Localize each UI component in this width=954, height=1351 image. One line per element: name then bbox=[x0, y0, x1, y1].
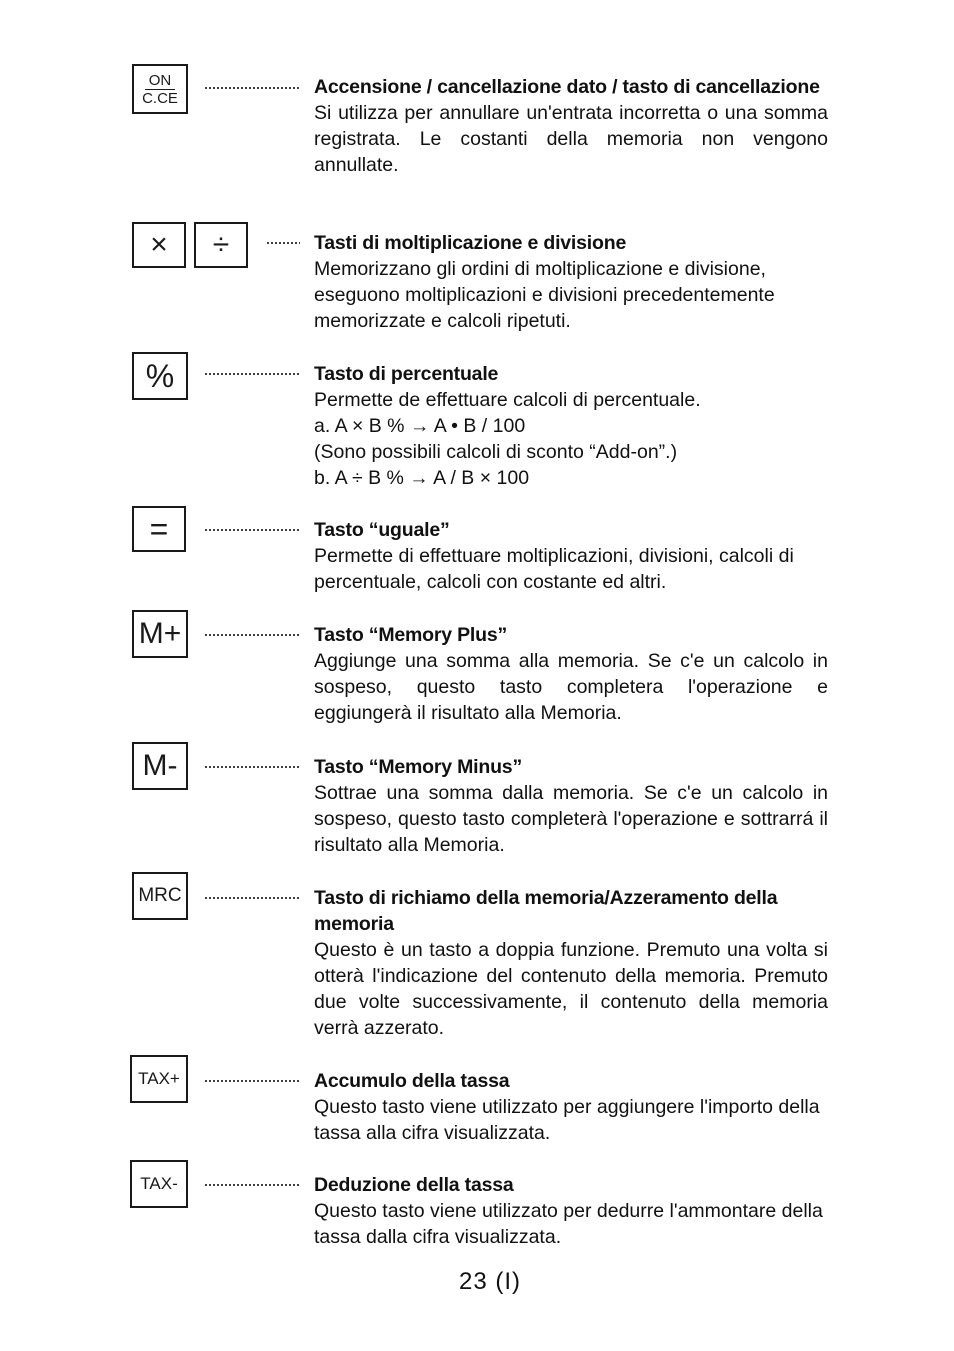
entry-title: Tasto di percentuale bbox=[314, 363, 499, 385]
entry-title: Accensione / cancellazione dato / tasto di cancellazione bbox=[314, 76, 820, 98]
tax-plus-key-icon bbox=[130, 1055, 188, 1103]
entry-text bbox=[314, 622, 828, 726]
memory-plus-key-label: M+ bbox=[138, 617, 182, 650]
percent-key-label: % bbox=[145, 357, 175, 394]
entry-description: Questo tasto viene utilizzato per aggiungere l'importo della tassa alla cifra visualizzata. bbox=[314, 1096, 820, 1144]
entry-description: Permette de effettuare calcoli di percentuale. a. A × B % → A • B / 100 (Sono possibili calcoli di sconto “Add-on”.) b. A ÷ B % → A / B × 100 bbox=[314, 389, 701, 489]
leader-dots bbox=[204, 896, 300, 900]
entry-description: Permette di effettuare moltiplicazioni, divisioni, calcoli di percentuale, calcoli con costante ed altri. bbox=[314, 545, 794, 593]
multiply-key-icon bbox=[132, 222, 186, 268]
entry-description: Aggiunge una somma alla memoria. Se c'e un calcolo in sospeso, questo tasto completera l'operazione e eggiungerà il risultato alla Memoria. bbox=[314, 650, 828, 724]
equals-key-label: = bbox=[149, 510, 169, 547]
entry-description: Questo tasto viene utilizzato per dedurre l'ammontare della tassa dalla cifra visualizzata. bbox=[314, 1200, 823, 1248]
entry-text bbox=[314, 1172, 828, 1250]
tax-minus-key-icon bbox=[130, 1160, 188, 1208]
multiply-key-label: × bbox=[150, 228, 168, 261]
memory-minus-key-icon bbox=[132, 742, 188, 790]
leader-dots bbox=[204, 765, 300, 769]
entry-title: Tasto “uguale” bbox=[314, 519, 450, 541]
percent-key-icon bbox=[132, 352, 188, 400]
divide-key-label: ÷ bbox=[212, 228, 230, 261]
on-cce-key-icon bbox=[132, 64, 188, 114]
entry-text bbox=[314, 230, 828, 334]
entry-text bbox=[314, 885, 828, 1041]
mrc-key-label: MRC bbox=[138, 885, 182, 906]
entry-description: Memorizzano gli ordini di moltiplicazione e divisione, eseguono moltiplicazioni e divisioni precedentemente memorizzate e calcoli ripetuti. bbox=[314, 258, 775, 332]
memory-minus-key-label: M- bbox=[142, 749, 178, 782]
mrc-key-icon bbox=[132, 872, 188, 920]
leader-dots bbox=[204, 633, 300, 637]
entry-description: Questo è un tasto a doppia funzione. Premuto una volta si otterà l'indicazione del contenuto della memoria. Premuto due volte successivamente, il contenuto della memoria verrà azzerato. bbox=[314, 939, 828, 1039]
entry-title: Tasto di richiamo della memoria/Azzeramento della memoria bbox=[314, 887, 778, 935]
memory-plus-key-icon bbox=[132, 610, 188, 658]
entry-text bbox=[314, 361, 828, 491]
divide-key-icon bbox=[194, 222, 248, 268]
entry-title: Tasti di moltiplicazione e divisione bbox=[314, 232, 627, 254]
page-number: 23 (I) bbox=[458, 1268, 521, 1295]
leader-dots bbox=[266, 241, 300, 245]
leader-dots bbox=[204, 1183, 300, 1187]
entry-title: Tasto “Memory Minus” bbox=[314, 756, 522, 778]
equals-key-icon bbox=[132, 506, 186, 552]
on-key-label: ON bbox=[145, 72, 176, 90]
entry-description: Si utilizza per annullare un'entrata incorretta o una somma registrata. Le costanti della memoria non vengono annullate. bbox=[314, 102, 828, 176]
tax-minus-key-label: TAX- bbox=[140, 1174, 178, 1193]
entry-text bbox=[314, 1068, 828, 1146]
entry-title: Deduzione della tassa bbox=[314, 1174, 514, 1196]
entry-title: Accumulo della tassa bbox=[314, 1070, 510, 1092]
leader-dots bbox=[204, 86, 300, 90]
leader-dots bbox=[204, 372, 300, 376]
cce-key-label: C.CE bbox=[142, 89, 178, 107]
leader-dots bbox=[204, 1079, 300, 1083]
entry-text bbox=[314, 754, 828, 858]
tax-plus-key-label: TAX+ bbox=[138, 1069, 180, 1088]
entry-description: Sottrae una somma dalla memoria. Se c'e un calcolo in sospeso, questo tasto completerà l'operazione e sottrarrá il risultato alla Memoria. bbox=[314, 782, 828, 856]
leader-dots bbox=[204, 528, 300, 532]
entry-text bbox=[314, 74, 828, 178]
entry-title: Tasto “Memory Plus” bbox=[314, 624, 508, 646]
entry-text bbox=[314, 517, 828, 595]
